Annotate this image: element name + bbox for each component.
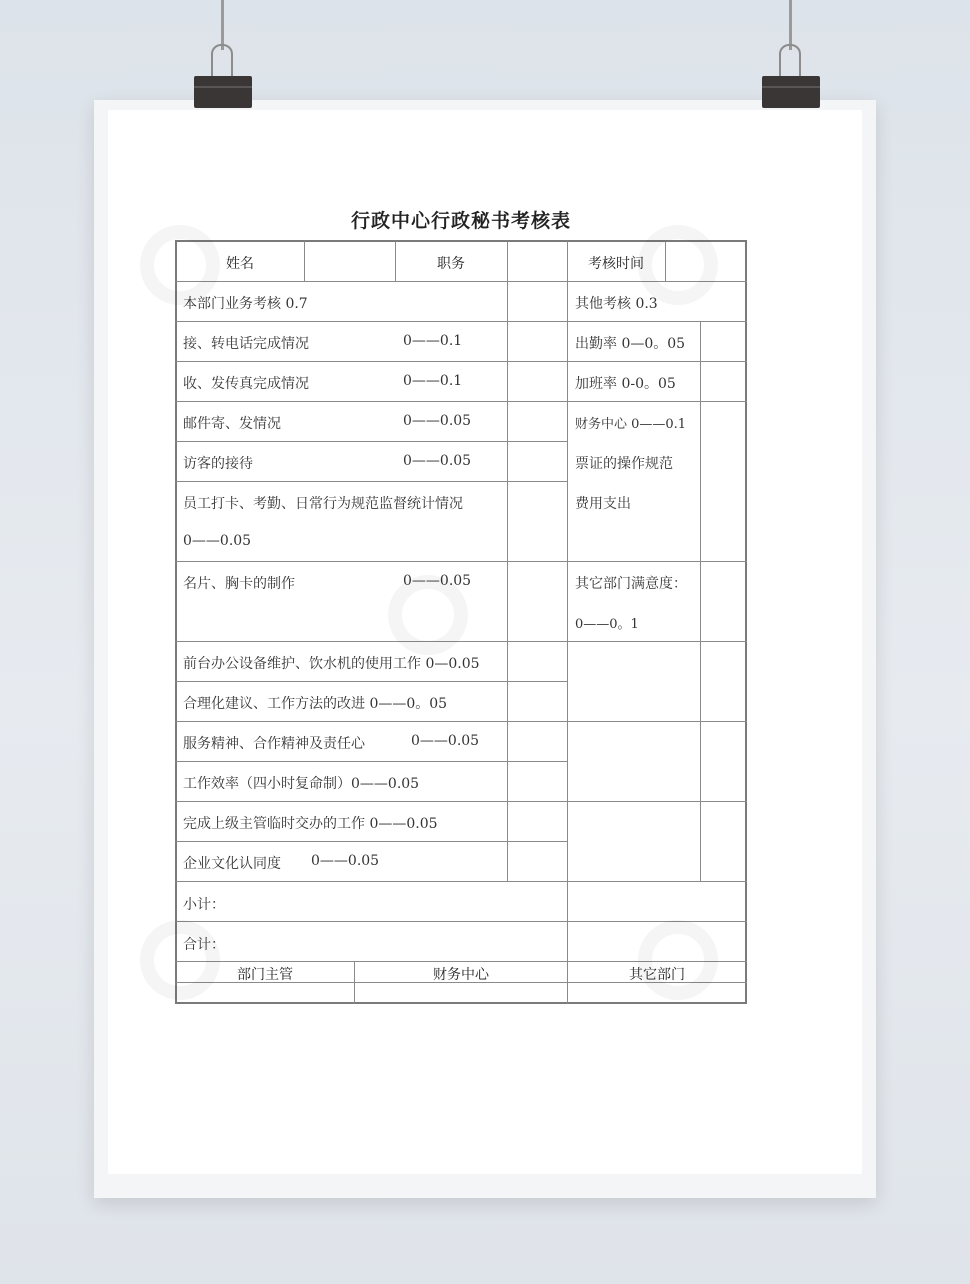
attendance-rate: 出勤率 0—0。05: [575, 336, 686, 352]
item-score: 0——0.05: [183, 533, 252, 549]
assessment-time-label: 考核时间: [588, 256, 644, 272]
item-label: 邮件寄、发情况: [183, 416, 281, 432]
table-col-line: [507, 241, 508, 882]
subtotal-label: 小计：: [183, 897, 225, 913]
item-label: 完成上级主管临时交办的工作 0——0.05: [183, 816, 438, 832]
item-score: 0——0.1: [403, 373, 463, 389]
binder-clip-right: [762, 76, 820, 108]
overtime-rate: 加班率 0-0。05: [575, 376, 676, 392]
item-label: 企业文化认同度: [183, 856, 281, 872]
other-dept-score: 0——0。1: [575, 617, 639, 632]
item-label: 合理化建议、工作方法的改进 0——0。05: [183, 696, 448, 712]
table-col-line: [567, 241, 568, 1003]
item-label: 访客的接待: [183, 456, 253, 472]
table-row-line: [175, 681, 567, 682]
position-label: 职务: [437, 256, 465, 272]
table-row-line: [175, 721, 747, 722]
table-row-line: [175, 641, 747, 642]
item-score: 0——0.05: [403, 413, 472, 429]
item-score: 0——0.05: [403, 573, 472, 589]
table-row-line: [175, 401, 747, 402]
hanging-wire-right: [789, 0, 792, 50]
item-score: 0——0.05: [403, 453, 472, 469]
item-score: 0——0.05: [311, 853, 380, 869]
finance-sign-label: 财务中心: [433, 967, 489, 983]
table-row-line: [175, 561, 747, 562]
item-label: 服务精神、合作精神及责任心: [183, 736, 365, 752]
item-label: 员工打卡、考勤、日常行为规范监督统计情况: [183, 496, 463, 512]
total-label: 合计：: [183, 937, 225, 953]
item-label: 名片、胸卡的制作: [183, 576, 295, 592]
item-label: 收、发传真完成情况: [183, 376, 309, 392]
name-label: 姓名: [226, 256, 254, 272]
item-score: 0——0.05: [411, 733, 480, 749]
table-row-line: [175, 481, 567, 482]
dept-head-sign-label: 部门主管: [237, 967, 293, 983]
binder-clip-ring-right: [779, 44, 801, 80]
table-row-line: [175, 321, 747, 322]
dept-assessment-label: 本部门业务考核 0.7: [183, 296, 308, 312]
item-label: 接、转电话完成情况: [183, 336, 309, 352]
other-dept-sign-label: 其它部门: [629, 967, 685, 983]
item-score: 0——0.1: [403, 333, 463, 349]
table-row-line: [175, 441, 567, 442]
finance-center-item: 票证的操作规范: [575, 456, 673, 472]
binder-clip-left: [194, 76, 252, 108]
table-col-line: [700, 321, 701, 882]
document-title: 行政中心行政秘书考核表: [350, 210, 571, 232]
other-dept-satisfaction: 其它部门满意度：: [575, 576, 687, 592]
finance-center-item: 财务中心 0——0.1: [575, 417, 687, 432]
finance-center-item: 费用支出: [575, 496, 631, 512]
other-assessment-label: 其他考核 0.3: [575, 296, 658, 312]
item-label: 工作效率（四小时复命制）0——0.05: [183, 776, 420, 792]
item-label: 前台办公设备维护、饮水机的使用工作 0—0.05: [183, 656, 480, 672]
table-row-line: [175, 801, 747, 802]
binder-clip-ring-left: [211, 44, 233, 80]
table-row-line: [175, 881, 747, 882]
table-row-line: [175, 841, 567, 842]
table-row-line: [175, 761, 567, 762]
table-row-line: [175, 921, 747, 922]
hanging-wire-left: [221, 0, 224, 50]
table-row-line: [175, 361, 747, 362]
